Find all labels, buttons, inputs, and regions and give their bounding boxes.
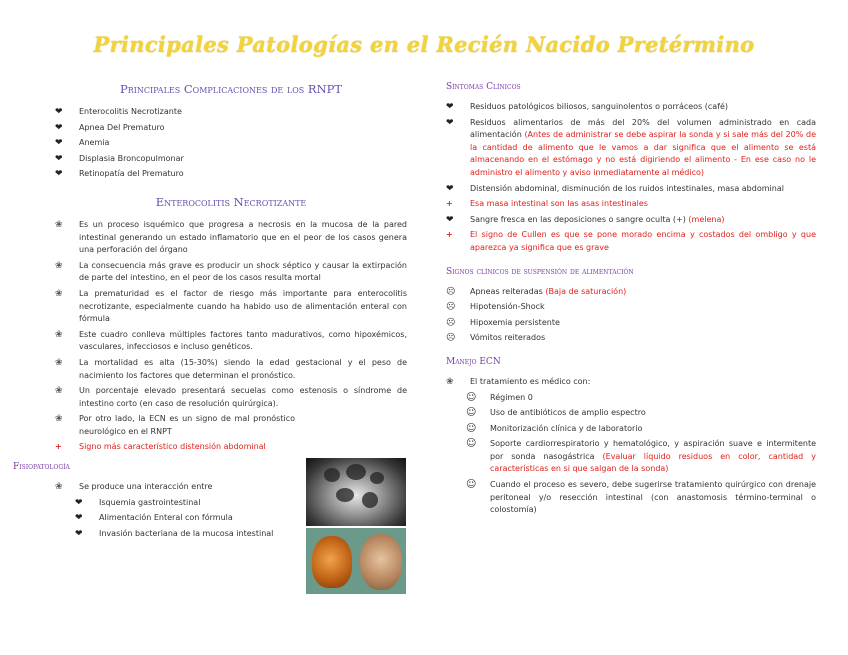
complications-list: [55, 106, 407, 181]
list-item: ☹ Hipoxemia persistente: [446, 317, 560, 328]
intestine-photo: [306, 528, 406, 594]
flower-icon: ❀: [55, 386, 63, 397]
smile-icon: ☺: [466, 438, 477, 450]
fisiopatologia-heading: Fisiopatología: [13, 462, 70, 473]
list-item: ❤ Distensión abdominal, disminución de los ruidos intestinales, masa abdominal: [446, 183, 784, 194]
right-column: [446, 82, 816, 520]
list-item: ❀ La consecuencia más grave es producir un shock séptico y causar la extirpación de parte del intestino, en el peor de los casos resulta mortal: [55, 260, 407, 283]
heart-icon: ❤: [446, 102, 454, 112]
list-item: ❀ Es un proceso isquémico que progresa a necrosis en la mucosa de la pared intestinal generando un estado inflamatorio que en el peor de los casos genera una perforación del órgano: [55, 219, 407, 255]
sintomas-list: [446, 101, 816, 255]
list-item: ❀ Este cuadro conlleva múltiples factores tanto madurativos, como hipoxémicos, vasculares, infecciosos e incluso genéticos.: [55, 329, 407, 352]
sad-face-icon: ☹: [446, 317, 456, 328]
list-item: ☺ Cuando el proceso es severo, debe sugerirse tratamiento quirúrgico con drenaje peritoneal y/o resección intestinal (con anastomosis término-terminal o colostomía): [466, 479, 816, 515]
list-item: ☹ Vómitos reiterados: [446, 333, 546, 344]
flower-icon: ❀: [55, 219, 63, 230]
flower-icon: ❀: [55, 288, 63, 299]
flower-icon: ❀: [55, 482, 63, 493]
plus-icon: +: [446, 230, 453, 240]
list-item: ❤ Residuos alimentarios de más del 20% del volumen administrado en cada alimentación (Antes de administrar se debe aspirar la sonda y si sale más del 20% de la cantidad de alimento que le vamos a dar significa que el alimento se está almacenando en el estómago y no está digiriendo el alimento - En ese caso no le administro el alimento y aviso inmediatamente al médico): [446, 117, 817, 177]
heart-icon: ❤: [55, 138, 63, 149]
list-item: ❀ Se produce una interacción entre: [55, 482, 213, 493]
suspension-list: [446, 286, 816, 345]
list-item: ❤ Apnea Del Prematuro: [55, 122, 165, 133]
smile-icon: ☺: [466, 407, 477, 419]
list-item: ❀ El tratamiento es médico con:: [446, 376, 591, 387]
flower-icon: ❀: [55, 329, 63, 340]
list-item: ❤ Displasia Broncopulmonar: [55, 153, 184, 164]
manejo-intro-list: [446, 376, 816, 389]
sad-face-icon: ☹: [446, 286, 456, 297]
manejo-heading: Manejo ECN: [446, 356, 501, 367]
list-item: ☺ Uso de antibióticos de amplio espectro: [466, 407, 646, 419]
smile-icon: ☺: [466, 391, 477, 403]
sad-face-icon: ☹: [446, 333, 456, 344]
flower-icon: ❀: [55, 260, 63, 271]
list-item: ☹ Apneas reiteradas (Baja de saturación): [446, 286, 627, 297]
list-item: ❀ La prematuridad es el factor de riesgo más importante para enterocolitis necrotizante, especialmente cuando ha habido uso de alimentación enteral con fórmula: [55, 288, 407, 324]
plus-icon: +: [55, 442, 62, 452]
list-item: ❤ Enterocolitis Necrotizante: [55, 107, 182, 117]
flower-icon: ❀: [446, 376, 454, 387]
list-item-red: + Esa masa intestinal son las asas intestinales: [446, 198, 816, 211]
heart-icon: ❤: [55, 107, 63, 117]
list-item: ☹ Hipotensión-Shock: [446, 302, 545, 313]
list-item-red: + El signo de Cullen es que se pone morado encima y costados del ombligo y que aparezca ya significa que es grave: [446, 230, 816, 252]
list-item: ❤ Invasión bacteriana de la mucosa intestinal: [75, 528, 274, 539]
heart-icon: ❤: [55, 153, 63, 164]
heart-icon: ❤: [75, 497, 83, 508]
heart-icon: ❤: [446, 183, 454, 194]
sad-face-icon: ☹: [446, 302, 456, 313]
list-item: ❤ Alimentación Enteral con fórmula: [75, 513, 233, 524]
sintomas-heading: Síntomas Clínicos: [446, 82, 521, 92]
list-item: ☺ Monitorización clínica y de laboratorio: [466, 422, 643, 434]
manejo-list: [446, 392, 816, 517]
ecn-heading: Enterocolitis Necrotizante: [155, 194, 307, 209]
list-item: ❤ Isquemia gastrointestinal: [75, 497, 201, 508]
list-item-red: + Signo más característico distensión abdominal: [55, 441, 295, 454]
ecn-list: [55, 219, 407, 454]
plus-icon: +: [446, 199, 453, 209]
heart-icon: ❤: [75, 513, 83, 524]
xray-image: [306, 458, 406, 526]
list-item: ☺ Soporte cardiorrespiratorio y hematológico, y aspiración suave e intermitente por sonda nasogástrica (Evaluar líquido residuos en color, cantidad y características en si que salgan de la sonda): [466, 438, 816, 474]
list-item: ❤ Residuos patológicos biliosos, sanguinolentos o porráceos (café): [446, 102, 729, 112]
flower-icon: ❀: [55, 357, 63, 368]
smile-icon: ☺: [466, 479, 477, 491]
heart-icon: ❤: [446, 117, 454, 128]
list-item: ❤ Retinopatía del Prematuro: [55, 169, 184, 180]
heart-icon: ❤: [446, 214, 454, 225]
heart-icon: ❤: [55, 169, 63, 180]
list-item: ❀ La mortalidad es alta (15-30%) siendo la edad gestacional y el peso de nacimiento los factores que determinan el pronóstico.: [55, 357, 407, 380]
list-item: ❀ Un porcentaje elevado presentará secuelas como estenosis o síndrome de intestino corto (en caso de resolución quirúrgica).: [55, 386, 407, 408]
list-item: ☺ Régimen 0: [466, 391, 533, 403]
flower-icon: ❀: [55, 414, 63, 425]
list-item: ❤ Anemia: [55, 138, 110, 149]
heart-icon: ❤: [75, 528, 83, 539]
document-title: Principales Patologías en el Recién Nacido Pretérmino: [93, 32, 755, 57]
suspension-heading: Signos clínicos de suspensión de alimentación: [446, 266, 634, 277]
list-item: ❀ Por otro lado, la ECN es un signo de mal pronóstico neurológico en el RNPT: [55, 414, 295, 436]
complications-heading: Principales Complicaciones de los RNPT: [119, 82, 343, 96]
heart-icon: ❤: [55, 122, 63, 133]
list-item: ❤ Sangre fresca en las deposiciones o sangre oculta (+) (melena): [446, 214, 725, 225]
smile-icon: ☺: [466, 422, 477, 434]
